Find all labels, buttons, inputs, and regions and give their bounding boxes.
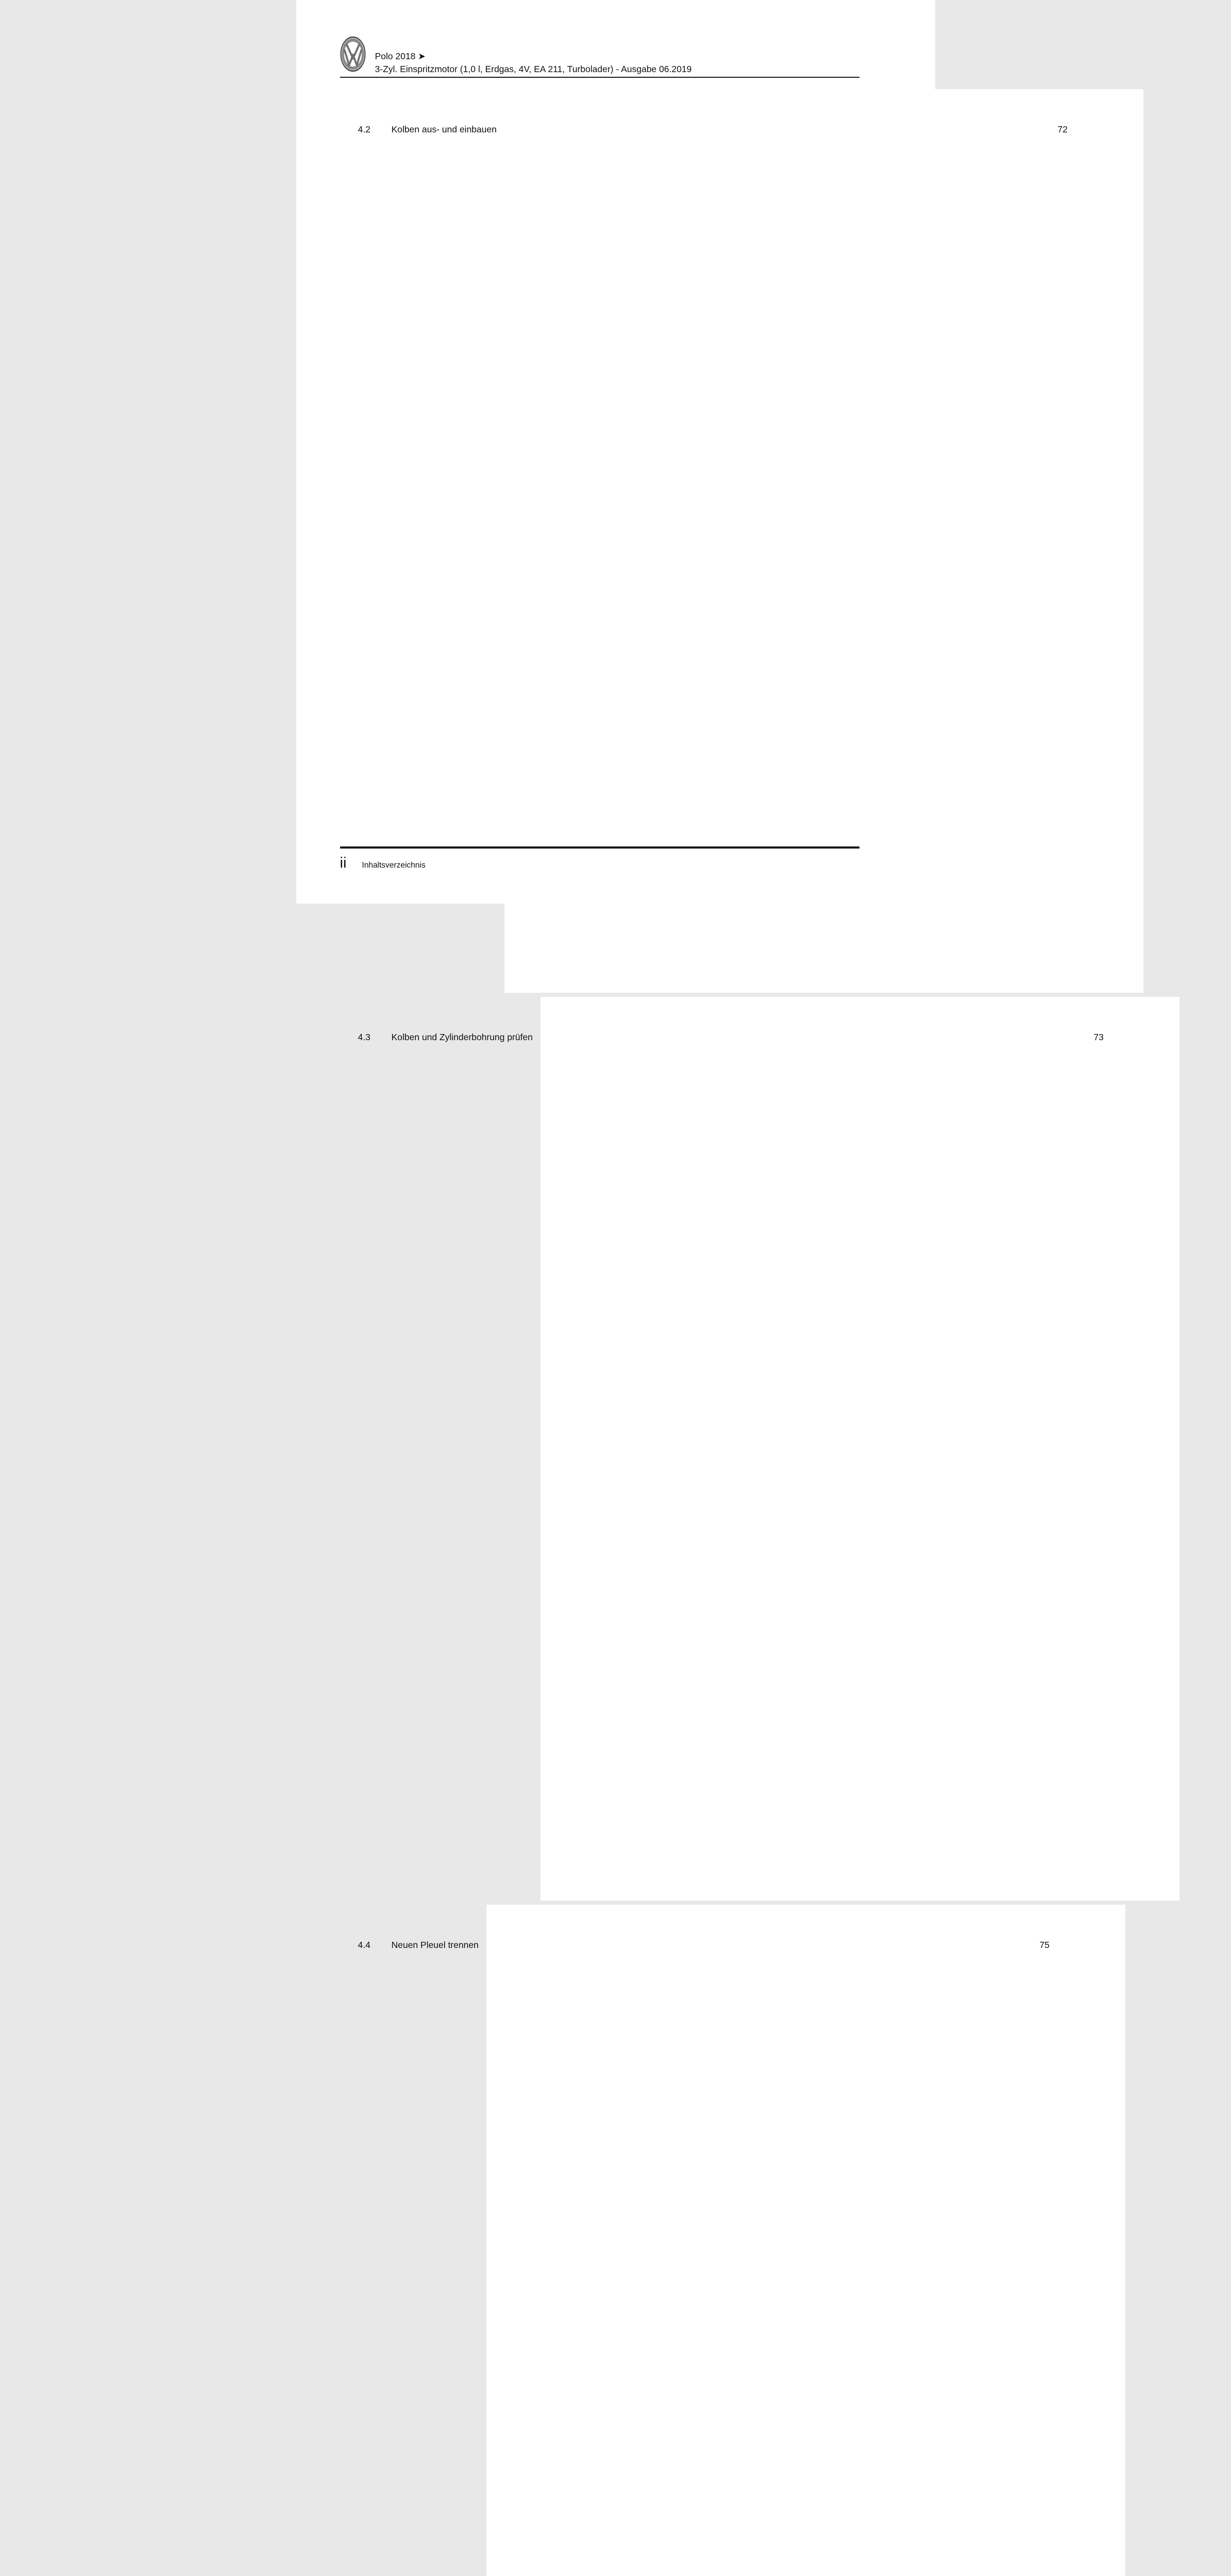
toc-entry-page: 72	[504, 89, 1143, 993]
toc-entry-number: 4.4	[358, 1940, 370, 1950]
footer	[340, 846, 859, 870]
toc-entry-number: 4.2	[358, 124, 370, 134]
model-title: Polo 2018 ➤	[375, 51, 426, 61]
toc-entry-title: Neuen Pleuel trennen	[391, 1940, 479, 1950]
footer-page-number: ii	[340, 855, 347, 871]
manual-toc-page	[296, 0, 1104, 1950]
toc-row	[340, 1905, 1050, 2576]
toc-entry-page: 73	[541, 997, 1179, 1901]
toc	[340, 89, 1104, 2576]
toc-entry-number: 4.3	[358, 1032, 370, 1042]
header-rule	[340, 77, 859, 78]
toc-entry-page: 75	[486, 1905, 1125, 2576]
vw-logo-icon	[340, 36, 366, 75]
toc-entry-title: Kolben aus- und einbauen	[391, 124, 497, 134]
toc-row	[340, 997, 1104, 1901]
footer-rule	[340, 846, 859, 849]
engine-subtitle: 3-Zyl. Einspritzmotor (1,0 l, Erdgas, 4V, EA 211, Turbolader) - Ausgabe 06.2019	[375, 64, 692, 74]
header-text	[375, 52, 692, 75]
toc-entry-title: Kolben und Zylinderbohrung prüfen	[391, 1032, 533, 1042]
footer-section-label: Inhaltsverzeichnis	[362, 861, 426, 870]
header	[340, 36, 859, 75]
